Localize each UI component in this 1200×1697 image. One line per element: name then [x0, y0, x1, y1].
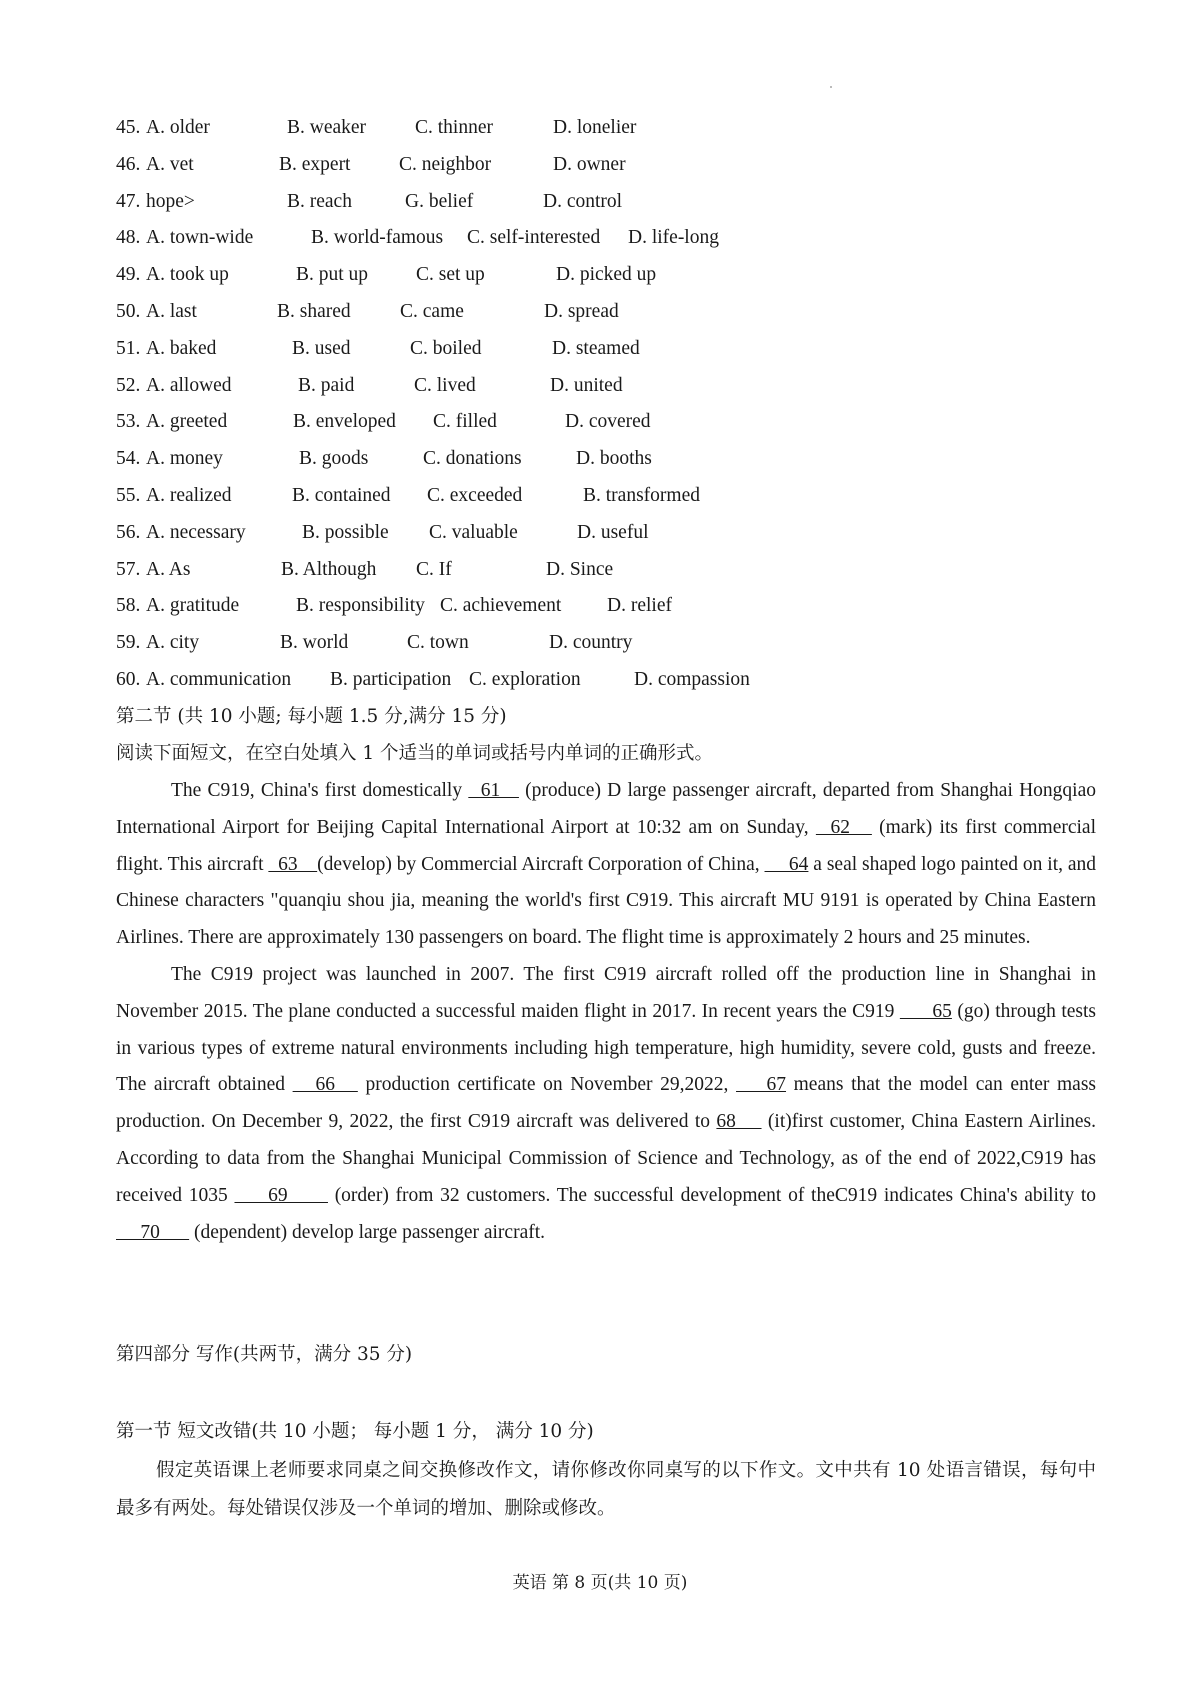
passage-text: production certificate on November 29,2022, — [357, 1074, 737, 1096]
question-number: 46. — [116, 153, 141, 175]
question-number: 52. — [116, 374, 141, 396]
option-d: D. united — [550, 374, 623, 396]
option-b: B. put up — [296, 264, 369, 286]
question-row-49 — [116, 257, 1116, 294]
option-c: C. If — [416, 558, 452, 580]
page-footer: 英语 第 8 页(共 10 页) — [512, 1573, 688, 1593]
question-number: 47. — [116, 190, 141, 212]
passage-text: a seal shaped logo painted on it, and Chinese characters "quanqiu shou jia, meaning the world's first C919. This aircraft MU 9191 is operated by China Eastern Airlines. There are approximately 130 passengers on board. The flight time is approximately 2 hours and 25 minutes. — [116, 853, 1097, 949]
option-c: C. came — [400, 300, 464, 322]
option-a: hope> — [146, 190, 195, 212]
option-c: C. neighbor — [399, 153, 492, 175]
option-a: A. necessary — [146, 521, 246, 543]
question-row-57 — [116, 552, 1116, 589]
option-d: D. owner — [553, 153, 626, 175]
option-d: D. relief — [607, 595, 672, 617]
option-b: B. shared — [277, 300, 351, 322]
option-c: C. town — [407, 632, 469, 654]
option-d: D. compassion — [634, 668, 750, 690]
option-b: B. possible — [302, 521, 389, 543]
option-d: D. useful — [577, 521, 649, 543]
option-c: C. achievement — [440, 595, 562, 617]
question-row-51 — [116, 331, 1116, 368]
question-row-59 — [116, 625, 1116, 662]
question-row-48 — [116, 220, 1116, 257]
question-number: 59. — [116, 632, 141, 654]
blank-65: 65 — [899, 1000, 952, 1022]
option-b: B. world-famous — [311, 227, 444, 249]
question-number: 53. — [116, 411, 141, 433]
option-c: C. self-interested — [467, 227, 601, 249]
option-a: A. last — [146, 300, 197, 322]
blank-66: 66 — [292, 1074, 358, 1096]
passage-text: The C919 project was launched in 2007. The first C919 aircraft rolled off the production line in Shanghai in November 2015. The plane conducted a successful maiden flight in 2017. In recent years the C919 — [116, 963, 1096, 1022]
option-b: B. responsibility — [296, 595, 425, 617]
question-number: 57. — [116, 558, 141, 580]
section-1-heading: 第一节 短文改错(共 10 小题； 每小题 1 分， 满分 10 分) — [116, 1421, 594, 1442]
question-number: 55. — [116, 484, 141, 506]
option-a: A. gratitude — [146, 595, 240, 617]
passage — [116, 773, 1096, 1251]
option-d: D. steamed — [552, 337, 640, 359]
option-b: B. participation — [330, 668, 452, 690]
question-row-58 — [116, 588, 1116, 625]
option-d: D. lonelier — [553, 117, 637, 138]
option-d: D. Since — [546, 558, 614, 580]
multiple-choice-options — [116, 110, 1116, 699]
option-d: D. control — [543, 190, 623, 212]
option-a: A. vet — [146, 153, 194, 175]
question-row-45 — [116, 110, 1116, 147]
option-b: B. world — [280, 632, 349, 654]
question-row-54 — [116, 441, 1116, 478]
option-b: B. Although — [281, 558, 377, 580]
option-c: C. valuable — [429, 521, 518, 543]
option-c: C. exploration — [469, 668, 581, 690]
passage-text: (mark) its first commercial flight. This aircraft — [116, 816, 1096, 875]
option-c: C. set up — [416, 264, 485, 286]
scan-speck — [830, 86, 832, 88]
passage-text: (go) through tests in various types of extreme natural environments including high temperature, high humidity, severe cold, gusts and freeze. The aircraft obtained — [116, 1000, 1096, 1096]
option-b: B. expert — [279, 153, 351, 175]
option-c: C. thinner — [415, 117, 493, 138]
option-a: A. communication — [146, 668, 292, 690]
question-number: 60. — [116, 668, 141, 690]
section-2-instruction: 阅读下面短文，在空白处填入 1 个适当的单词或括号内单词的正确形式。 — [116, 743, 714, 764]
option-c: C. filled — [433, 411, 497, 433]
option-c: C. boiled — [410, 337, 482, 359]
option-a: A. realized — [146, 484, 232, 506]
blank-63: 63 — [268, 853, 318, 875]
option-c: C. lived — [414, 374, 476, 396]
question-row-47 — [116, 184, 1116, 221]
question-row-53 — [116, 404, 1116, 441]
blank-70: 70 — [116, 1221, 190, 1243]
blank-69: 69 — [234, 1184, 328, 1206]
question-number: 45. — [116, 117, 141, 138]
option-b: B. enveloped — [293, 411, 396, 433]
question-number: 56. — [116, 521, 141, 543]
question-row-50 — [116, 294, 1116, 331]
option-c: C. donations — [423, 448, 522, 470]
question-number: 51. — [116, 337, 141, 359]
question-number: 50. — [116, 300, 141, 322]
blank-61: 61 — [468, 780, 519, 801]
passage-text: (develop) by Commercial Aircraft Corporation of China, — [317, 853, 765, 875]
option-b: B. weaker — [287, 117, 367, 138]
part-4-heading: 第四部分 写作(共两节，满分 35 分) — [116, 1344, 413, 1365]
blank-62: 62 — [815, 816, 872, 838]
passage-paragraph-2 — [116, 957, 1096, 1251]
option-b: B. paid — [298, 374, 355, 396]
blank-68: 68 — [716, 1111, 762, 1133]
option-a: A. allowed — [146, 374, 232, 396]
option-d: D. covered — [565, 411, 651, 433]
question-number: 48. — [116, 227, 141, 249]
option-d: D. life-long — [628, 227, 719, 249]
question-row-60 — [116, 662, 1116, 699]
option-a: A. baked — [146, 337, 217, 359]
option-a: A. As — [146, 558, 191, 580]
option-b: B. contained — [292, 484, 391, 506]
section-1-instruction: 假定英语课上老师要求同桌之间交换修改作文，请你修改你同桌写的以下作文。文中共有 10 处语言错误，每句中最多有两处。每处错误仅涉及一个单词的增加、删除或修改。 — [116, 1460, 1096, 1519]
option-d: D. country — [549, 632, 633, 654]
option-a: A. took up — [146, 264, 229, 286]
option-d: D. booths — [576, 448, 652, 470]
option-d: D. picked up — [556, 264, 657, 286]
option-a: A. city — [146, 632, 200, 654]
section-1-instruction-block — [116, 1452, 1096, 1528]
passage-text: (produce) D large passenger aircraft, departed from Shanghai Hongqiao International Airport for Beijing Capital International Airport at 10:32 am on Sunday, — [116, 780, 1097, 838]
question-number: 54. — [116, 448, 141, 470]
option-b: B. goods — [299, 448, 369, 470]
passage-text: The C919, China's first domestically — [171, 780, 469, 801]
option-d: D. spread — [544, 300, 619, 322]
option-a: A. money — [146, 448, 223, 470]
section-2-heading: 第二节 (共 10 小题; 每小题 1.5 分,满分 15 分) — [116, 706, 507, 727]
question-row-46 — [116, 147, 1116, 184]
option-d: B. transformed — [583, 484, 700, 506]
option-c: G. belief — [405, 190, 474, 212]
question-number: 58. — [116, 595, 141, 617]
blank-67: 67 — [736, 1074, 787, 1096]
question-row-56 — [116, 515, 1116, 552]
blank-64: 64 — [764, 853, 809, 875]
passage-text: means that the model can enter mass production. On December 9, 2022, the first C919 aircraft was delivered to — [116, 1074, 1097, 1133]
option-c: C. exceeded — [427, 484, 523, 506]
option-a: A. greeted — [146, 411, 228, 433]
passage-text: (it)first customer, China Eastern Airlines. According to data from the Shanghai Municipal Commission of Science and Technology, as of the end of 2022,C919 has received 1035 — [116, 1111, 1097, 1206]
passage-text: (dependent) develop large passenger aircraft. — [189, 1221, 546, 1243]
option-b: B. used — [292, 337, 351, 359]
option-a: A. town-wide — [146, 227, 254, 249]
option-b: B. reach — [287, 190, 352, 212]
question-number: 49. — [116, 264, 141, 286]
passage-text: (order) from 32 customers. The successful development of theC919 indicates China's ability to — [327, 1184, 1096, 1206]
question-row-52 — [116, 368, 1116, 405]
question-row-55 — [116, 478, 1116, 515]
passage-paragraph-1 — [116, 773, 1096, 957]
option-a: A. older — [146, 117, 210, 138]
